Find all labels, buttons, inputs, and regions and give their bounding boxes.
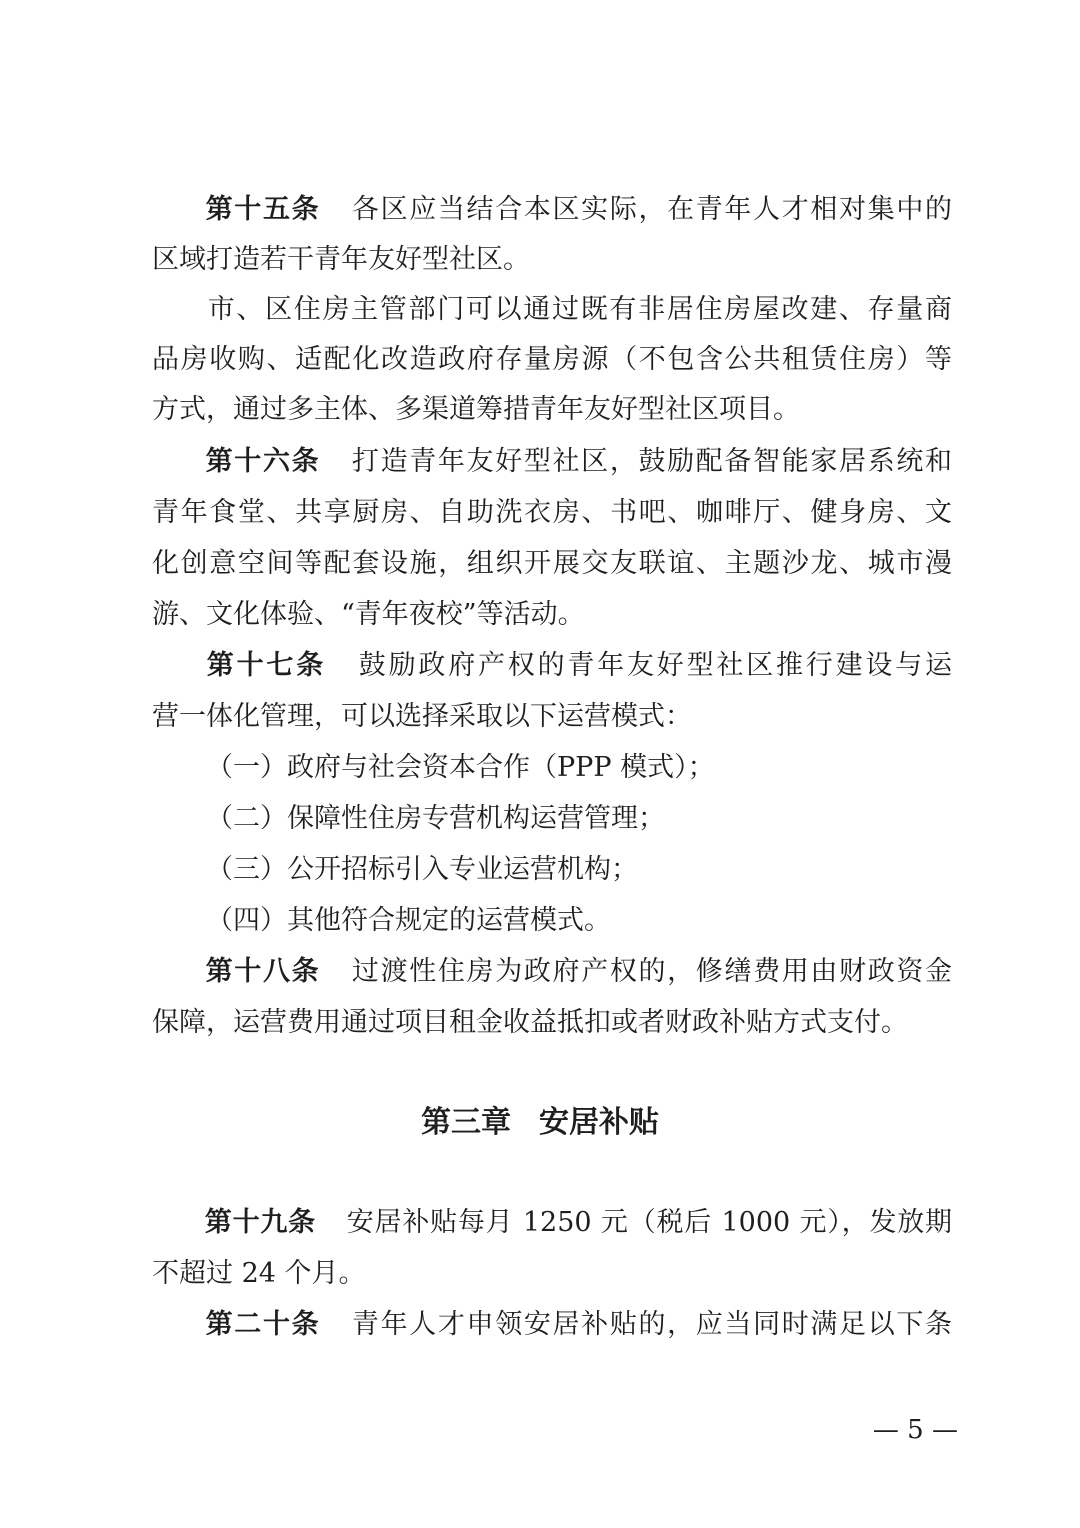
article-16-text-3: 化创意空间等配套设施，组织开展交友联谊、主题沙龙、城市漫 [152,548,952,579]
article-15-p2-text-2: 品房收购、适配化改造政府存量房源（不包含公共租赁住房）等 [152,344,952,375]
article-19-text-2: 不超过 24 个月。 [152,1258,366,1289]
article-16-text-2: 青年食堂、共享厨房、自助洗衣房、书吧、咖啡厅、健身房、文 [152,497,952,528]
article-17-text-2: 营一体化管理，可以选择采取以下运营模式： [152,701,692,732]
article-15-p2-text-3: 方式，通过多主体、多渠道筹措青年友好型社区项目。 [152,394,800,425]
article-18-line-1 [152,947,952,997]
chapter-title: 安居补贴 [539,1105,659,1140]
article-18-title: 第十八条 [204,956,321,987]
article-19-line-1 [152,1198,952,1248]
article-15-line-2 [152,235,952,285]
article-17-title: 第十七条 [204,650,326,681]
article-20-text-1: 青年人才申领安居补贴的，应当同时满足以下条 [350,1309,953,1340]
article-18-text-2: 保障，运营费用通过项目租金收益抵扣或者财政补贴方式支付。 [152,1007,908,1038]
article-17-item-3 [152,845,952,895]
article-17-item-1-text: （一）政府与社会资本合作（PPP 模式）； [206,752,715,783]
article-16-line-1 [152,437,952,487]
article-15-text-1: 各区应当结合本区实际，在青年人才相对集中的 [350,194,953,225]
page-number: — 5 — [872,1415,958,1445]
article-17-line-1 [152,641,952,691]
article-19-line-2 [152,1249,952,1299]
chapter-number: 第三章 [421,1105,511,1140]
article-17-item-4-text: （四）其他符合规定的运营模式。 [206,905,611,936]
article-20-line-1 [152,1300,952,1350]
article-20-title: 第二十条 [204,1309,321,1340]
article-19-title: 第十九条 [204,1207,316,1238]
article-15-p2-text-1: 市、区住房主管部门可以通过既有非居住房屋改建、存量商 [206,294,952,325]
article-15-line-1 [152,185,952,235]
article-16-line-2 [152,488,952,538]
article-17-item-4 [152,896,952,946]
article-17-item-2 [152,794,952,844]
article-15-p2-line-1 [152,285,952,335]
article-17-line-2 [152,692,952,742]
article-15-p2-line-2 [152,335,952,385]
article-15-text-2: 区域打造若干青年友好型社区。 [152,244,530,275]
article-18-line-2 [152,998,952,1048]
article-17-item-2-text: （二）保障性住房专营机构运营管理； [206,803,665,834]
article-16-text-1: 打造青年友好型社区，鼓励配备智能家居系统和 [350,446,953,477]
article-18-text-1: 过渡性住房为政府产权的，修缮费用由财政资金 [350,956,953,987]
article-19-text-1: 安居补贴每月 1250 元（税后 1000 元），发放期 [345,1207,952,1238]
article-16-text-4: 游、文化体验、“青年夜校”等活动。 [152,599,585,630]
article-17-item-3-text: （三）公开招标引入专业运营机构； [206,854,638,885]
article-17-text-1: 鼓励政府产权的青年友好型社区推行建设与运 [356,650,952,681]
article-17-item-1 [152,743,952,793]
chapter-heading [0,1098,1080,1148]
article-16-line-3 [152,539,952,589]
article-15-p2-line-3 [152,385,952,435]
article-16-title: 第十六条 [204,446,321,477]
article-16-line-4 [152,590,952,640]
article-15-title: 第十五条 [204,194,321,225]
